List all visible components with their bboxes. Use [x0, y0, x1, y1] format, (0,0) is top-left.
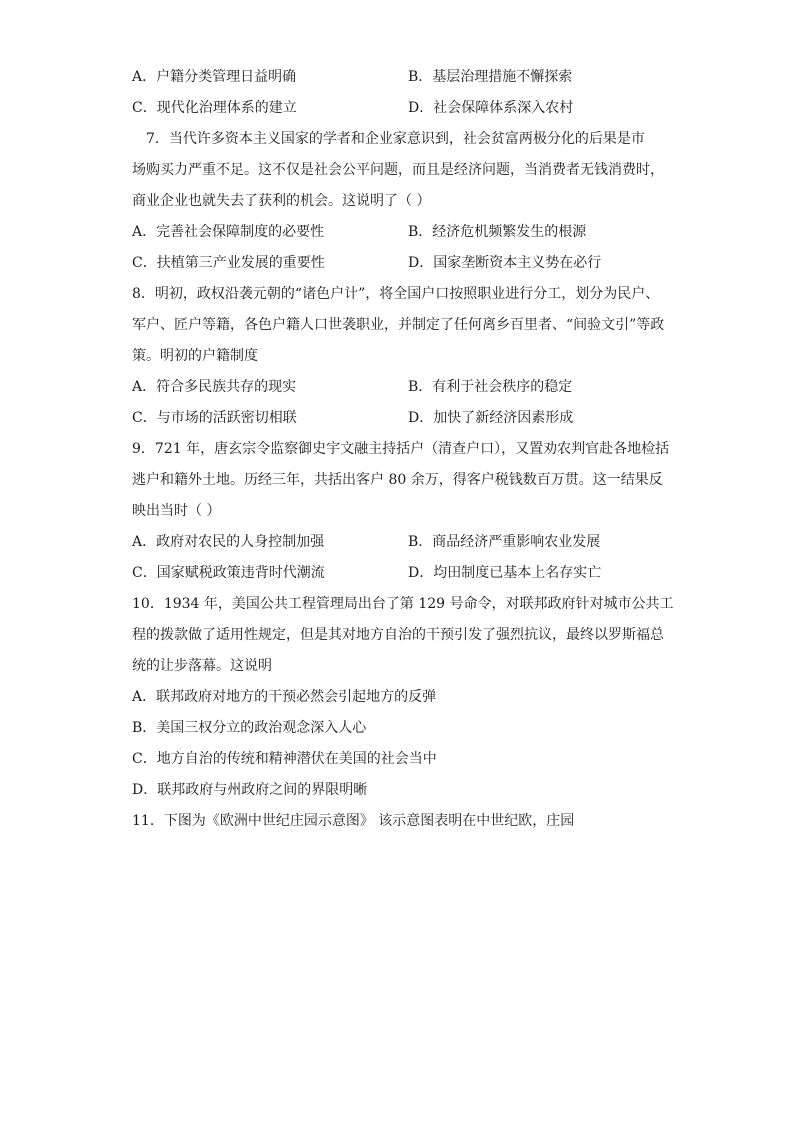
q11-stem-line-1: 11．下图为《欧洲中世纪庄园示意图》 该示意图表明在中世纪欧，庄园: [132, 813, 575, 829]
q8-option-a[interactable]: A．符合多民族共存的现实: [132, 379, 297, 395]
q10-stem: [132, 589, 672, 682]
q8-stem: [132, 279, 672, 372]
q11-stem: [132, 806, 672, 837]
q9-stem-line-1: 9．721 年，唐玄宗令监察御史宇文融主持括户（清查户口），又置劝农判官赴各地检括: [132, 441, 670, 457]
q9-option-d[interactable]: D．均田制度已基本上名存实亡: [408, 565, 602, 581]
q9-stem-line-3: 映出当时（ ）: [132, 503, 221, 519]
q7-stem: [132, 124, 672, 217]
q7-option-b[interactable]: B．经济危机频繁发生的根源: [408, 224, 587, 240]
q6-option-b[interactable]: B．基层治理措施不懈探索: [408, 69, 573, 85]
q9-option-b[interactable]: B．商品经济严重影响农业发展: [408, 534, 601, 550]
q6-options-row-1: [132, 62, 672, 93]
q10-option-a[interactable]: A．联邦政府对地方的干预必然会引起地方的反弹: [132, 689, 437, 705]
q6-option-d[interactable]: D．社会保障体系深入农村: [408, 100, 574, 116]
q9-stem-line-2: 逃户和籍外土地。历经三年，共括出客户 80 余万，得客户税钱数百万贯。这一结果反: [132, 472, 663, 488]
q9-options-row-1: [132, 527, 672, 558]
q6-option-a[interactable]: A．户籍分类管理日益明确: [132, 69, 297, 85]
q8-stem-line-1: 8．明初，政权沿袭元朝的“诸色户计”，将全国户口按照职业进行分工，划分为民户、: [132, 286, 660, 302]
q7-stem-line-2: 场购买力严重不足。这不仅是社会公平问题，而且是经济问题，当消费者无钱消费时，: [132, 162, 664, 178]
q10-option-b[interactable]: B．美国三权分立的政治观念深入人心: [132, 720, 367, 736]
q7-options-row-2: [132, 248, 672, 279]
q10-stem-line-3: 统的让步落幕。这说明: [132, 658, 272, 674]
q9-option-c[interactable]: C．国家赋税政策违背时代潮流: [132, 565, 325, 581]
q9-stem: [132, 434, 672, 527]
q6-options-row-2: [132, 93, 672, 124]
q7-stem-line-1: 7．当代许多资本主义国家的学者和企业家意识到，社会贫富两极分化的后果是市: [146, 131, 645, 147]
q7-options-row-1: [132, 217, 672, 248]
q9-option-a[interactable]: A．政府对农民的人身控制加强: [132, 534, 325, 550]
q8-option-d[interactable]: D．加快了新经济因素形成: [408, 410, 574, 426]
q9-options-row-2: [132, 558, 672, 589]
q8-options-row-2: [132, 403, 672, 434]
q7-stem-line-3: 商业企业也就失去了获利的机会。这说明了（ ）: [132, 193, 431, 209]
q7-option-c[interactable]: C．扶植第三产业发展的重要性: [132, 255, 325, 271]
q10-stem-line-1: 10．1934 年，美国公共工程管理局出台了第 129 号命令，对联邦政府针对城市公共工: [132, 596, 674, 612]
q7-option-a[interactable]: A．完善社会保障制度的必要性: [132, 224, 325, 240]
q8-stem-line-2: 军户、匠户等籍，各色户籍人口世袭职业，并制定了任何离乡百里者、“间验文引”等政: [132, 317, 665, 333]
q8-option-b[interactable]: B．有利于社会秩序的稳定: [408, 379, 573, 395]
question-content: [132, 62, 672, 837]
q8-option-c[interactable]: C．与市场的活跃密切相联: [132, 410, 297, 426]
q10-option-c[interactable]: C．地方自治的传统和精神潜伏在美国的社会当中: [132, 751, 437, 767]
q10-stem-line-2: 程的拨款做了适用性规定，但是其对地方自治的干预引发了强烈抗议，最终以罗斯福总: [132, 627, 664, 643]
q8-options-row-1: [132, 372, 672, 403]
q8-stem-line-3: 策。明初的户籍制度: [132, 348, 258, 364]
q6-option-c[interactable]: C．现代化治理体系的建立: [132, 100, 297, 116]
q10-option-d[interactable]: D．联邦政府与州政府之间的界限明晰: [132, 782, 368, 798]
q7-option-d[interactable]: D．国家垄断资本主义势在必行: [408, 255, 602, 271]
